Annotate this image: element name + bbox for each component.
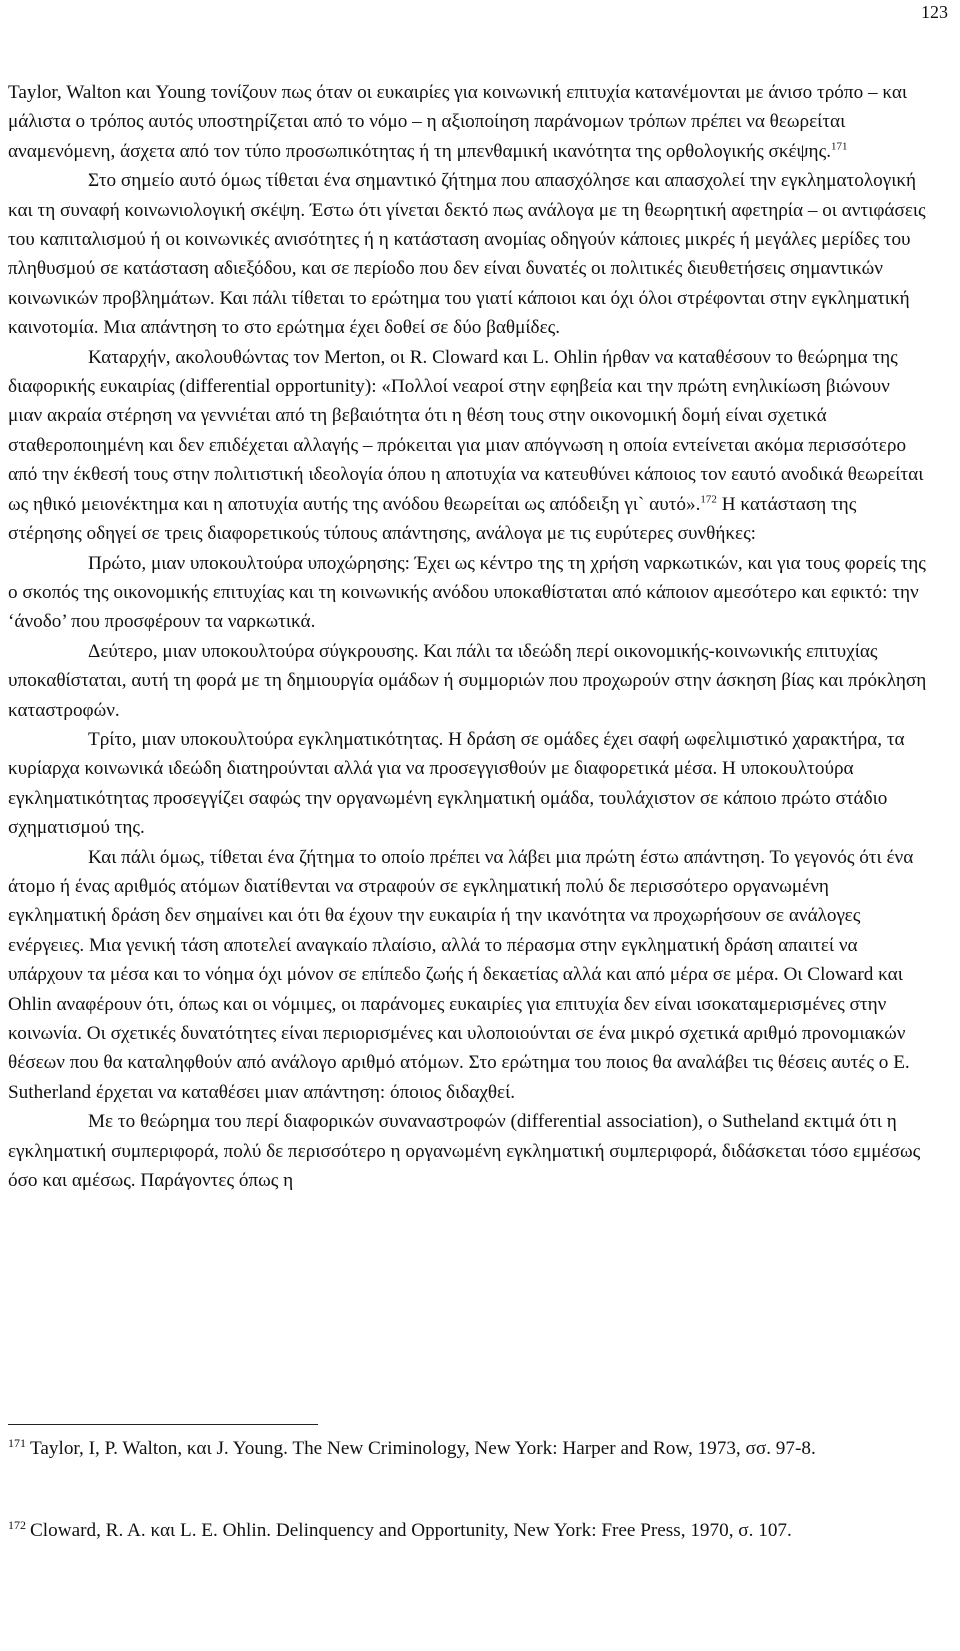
paragraph [8, 725, 928, 843]
paragraph-text-continued: Η κατάσταση της στέρησης οδηγεί σε τρεις διαφορετικούς τύπους απάντησης, ανάλογα με τις ευρύτερες συνθήκες: [8, 493, 857, 545]
paragraph [8, 78, 928, 166]
footnote-number: 171 [8, 1435, 26, 1450]
footnote-ref-171[interactable]: 171 [831, 140, 848, 153]
paragraph [8, 549, 928, 637]
body-text [8, 78, 928, 1195]
paragraph [8, 166, 928, 342]
paragraph [8, 1107, 928, 1195]
paragraph-text: Taylor, Walton και Young τονίζουν πως όταν οι ευκαιρίες για κοινωνική επιτυχία κατανέμονται με άνισο τρόπο – και μάλιστα ο τρόπος αυτός υποστηρίζεται από το νόμο – η αξιοποίηση παράνομων τρόπων πρέπει να θεωρείται αναμενόμενη, άσχετα από τον τύπο προσωπικότητας ή τη μπενθαμική ικανότητα της ορθολογικής σκέψης. [8, 82, 908, 162]
paragraph-text: Πρώτο, μιαν υποκουλτούρα υποχώρησης: Έχει ως κέντρο της τη χρήση ναρκωτικών, και για τους φορείς της ο σκοπός της οικονομικής επιτυχίας και τη κοινωνικής ανόδου υποκαθίσταται από κάποιον αμεσότερο και εφικτό: την ‘άνοδο’ που προσφέρουν τα ναρκωτικά. [8, 552, 926, 633]
paragraph-text: Με το θεώρημα του περί διαφορικών συναναστροφών (differential association), ο Sutheland εκτιμά ότι η εγκληματική συμπεριφορά, πολύ δε περισσότερο η οργανωμένη εγκληματική συμπεριφορά, διδάσκεται τόσο εμμέσως όσο και αμέσως. Παράγοντες όπως η [8, 1111, 921, 1192]
paragraph-text: Και πάλι όμως, τίθεται ένα ζήτημα το οποίο πρέπει να λάβει μια πρώτη έστω απάντηση. Το γεγονός ότι ένα άτομο ή ένας αριθμός ατόμων διατίθενται να στραφούν σε εγκληματική πολύ δε περισσότερο οργανωμένη εγκληματική δράση δεν σημαίνει και ότι θα έχουν την ευκαιρία ή την ικανότητα να προχωρήσουν σε ανάλογες ενέργειες. Μια γενική τάση αποτελεί αναγκαίο πλαίσιο, αλλά το πέρασμα στην εγκληματική δράση απαιτεί να υπάρχουν τα μέσα και το νόημα όχι μόνον σε επίπεδο ζωής ή δεκαετίας αλλά και από μέρα σε μέρα. Οι Cloward και Ohlin αναφέρουν ότι, όπως και οι νόμιμες, οι παράνομες ευκαιρίες για επιτυχία δεν είναι ισοκαταμερισμένες στην κοινωνία. Οι σχετικές δυνατότητες είναι περιορισμένες και υλοποιούνται σε ένα μικρό σχετικά αριθμό προνομιακών θέσεων που θα καταληφθούν από ανάλογο αριθμό ατόμων. Στο ερώτημα του ποιος θα αναλάβει τις θέσεις αυτές ο E. Sutherland έρχεται να καταθέσει μιαν απάντηση: όποιος διδαχθεί. [8, 846, 914, 1103]
paragraph [8, 843, 928, 1108]
page-number: 123 [921, 2, 948, 22]
footnote [8, 1516, 928, 1545]
footnote-separator [8, 1424, 318, 1425]
footnote-ref-172[interactable]: 172 [700, 493, 717, 506]
paragraph-text: Δεύτερο, μιαν υποκουλτούρα σύγκρουσης. Και πάλι τα ιδεώδη περί οικονομικής-κοινωνικής επιτυχίας υποκαθίσταται, αυτή τη φορά με τη δημιουργία ομάδων ή συμμοριών που προχωρούν στην άσκηση βίας και πρόκληση καταστροφών. [8, 640, 927, 721]
footnote-text: Taylor, I, P. Walton, και J. Young. The New Criminology, New York: Harper and Row, 1973, σσ. 97-8. [30, 1438, 816, 1459]
paragraph [8, 637, 928, 725]
paragraph-text: Καταρχήν, ακολουθώντας τον Merton, οι R. Cloward και L. Ohlin ήρθαν να καταθέσουν το θεώρημα της διαφορικής ευκαιρίας (differential opportunity): «Πολλοί νεαροί στην εφηβεία και την πρώτη ενηλικίωση βιώνουν μιαν ακραία στέρηση να γεννιέται από τη βεβαιότητα ότι η θέση τους στην οικονομική δομή είναι σχετικά σταθεροποιημένη και δεν επιδέχεται αλλαγής – πρόκειται για μιαν απόγνωση η οποία εντείνεται ακόμα περισσότερο από την έκθεσή τους στην πολιτιστική ιδεολογία όπου η αποτυχία να κατευθύνει κάποιος τον εαυτό ανοδικά θεωρείται ως ηθικό μειονέκτημα και η αποτυχία αυτής της ανόδου θεωρείται ως απόδειξη γι` αυτό». [8, 346, 924, 515]
footnote-text: Cloward, R. A. και L. E. Ohlin. Delinquency and Opportunity, New York: Free Press, 1970, σ. 107. [30, 1520, 792, 1541]
paragraph [8, 343, 928, 549]
paragraph-text: Στο σημείο αυτό όμως τίθεται ένα σημαντικό ζήτημα που απασχόλησε και απασχολεί την εγκληματολογική και τη συναφή κοινωνιολογική σκέψη. Έστω ότι γίνεται δεκτό πως ανάλογα με τη θεωρητική αφετηρία – οι αντιφάσεις του καπιταλισμού ή οι κοινωνικές ανισότητες ή η κατάσταση ανομίας οδηγούν κάποιες μικρές ή μεγάλες μερίδες του πληθυσμού σε κατάσταση αδιεξόδου, και σε περίοδο που δεν είναι δυνατές οι πολιτικές διευθετήσεις σημαντικών κοινωνικών προβλημάτων. Και πάλι τίθεται το ερώτημα του γιατί κάποιοι και όχι όλοι στρέφονται στην εγκληματική καινοτομία. Μια απάντηση το στο ερώτημα έχει δοθεί σε δύο βαθμίδες. [8, 170, 926, 339]
paragraph-text: Τρίτο, μιαν υποκουλτούρα εγκληματικότητας. Η δράση σε ομάδες έχει σαφή ωφελιμιστικό χαρακτήρα, τα κυρίαρχα κοινωνικά ιδεώδη διατηρούνται αλλά για να προσεγγισθούν με διαφορετικά μέσα. Η υποκουλτούρα εγκληματικότητας προσεγγίζει σαφώς την οργανωμένη εγκληματική ομάδα, τουλάχιστον σε κάποιο πρώτο στάδιο σχηματισμού της. [8, 728, 905, 839]
footnote [8, 1434, 928, 1463]
footnote-number: 172 [8, 1517, 26, 1532]
